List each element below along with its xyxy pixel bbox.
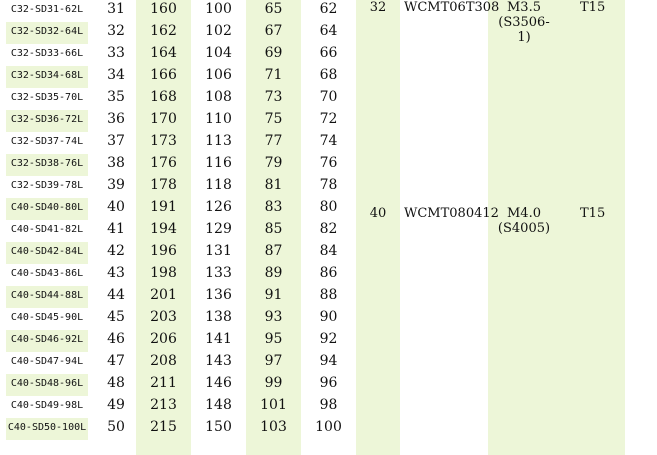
model-cell: C32-SD39-78L [10,180,84,191]
cell-l1: 110 [205,111,232,127]
table-row [0,308,657,330]
cell-l3: 90 [319,309,338,325]
table-row [0,286,657,308]
cell-l3: 64 [319,23,338,39]
shank-size-cell: 32 [369,0,387,15]
cell-d: 34 [107,67,125,83]
cell-d: 49 [107,397,125,413]
cell-l: 168 [150,89,177,105]
cell-l: 198 [150,265,177,281]
cell-l2: 97 [264,353,283,369]
table-row [0,418,657,440]
cell-l: 191 [150,199,177,215]
cell-l3: 68 [319,67,338,83]
cell-l1: 138 [205,309,232,325]
cell-d: 35 [107,89,125,105]
table-row [0,44,657,66]
table-row [0,110,657,132]
cell-l: 194 [150,221,177,237]
model-cell: C40-SD46-92L [6,330,88,352]
model-cell: C40-SD44-88L [6,286,88,308]
model-cell: C40-SD49-98L [10,400,84,411]
cell-l2: 95 [264,331,283,347]
cell-l3: 88 [319,287,338,303]
cell-l3: 78 [319,177,338,193]
shank-size-cell: 40 [369,206,387,221]
cell-l2: 73 [264,89,283,105]
table-row [0,264,657,286]
cell-d: 45 [107,309,125,325]
cell-l: 164 [150,45,177,61]
cell-l1: 143 [205,353,232,369]
cell-l3: 76 [319,155,338,171]
cell-d: 43 [107,265,125,281]
cell-l2: 101 [260,397,287,413]
cell-l3: 62 [319,1,338,17]
key-cell: T15 [580,206,606,221]
cell-l1: 141 [205,331,232,347]
cell-l: 160 [150,1,177,17]
table-row [0,242,657,264]
model-cell: C40-SD50-100L [6,418,88,440]
model-cell: C32-SD33-66L [10,48,84,59]
cell-d: 36 [107,111,125,127]
cell-l3: 82 [319,221,338,237]
cell-l3: 80 [319,199,338,215]
cell-l1: 146 [205,375,232,391]
table-row [0,330,657,352]
model-cell: C32-SD35-70L [10,92,84,103]
cell-l: 173 [150,133,177,149]
cell-d: 46 [107,331,125,347]
cell-l1: 150 [205,419,232,435]
model-cell: C32-SD38-76L [6,154,88,176]
cell-l3: 66 [319,45,338,61]
cell-l: 178 [150,177,177,193]
cell-l2: 87 [264,243,283,259]
cell-l1: 136 [205,287,232,303]
cell-l: 203 [150,309,177,325]
cell-l2: 89 [264,265,283,281]
model-cell: C40-SD42-84L [6,242,88,264]
cell-d: 42 [107,243,125,259]
cell-l2: 71 [264,67,283,83]
insert-code-cell: WCMT080412 [404,206,499,221]
cell-l1: 108 [205,89,232,105]
cell-l: 201 [150,287,177,303]
cell-l1: 113 [205,133,232,149]
table-row [0,396,657,418]
cell-l: 215 [150,419,177,435]
cell-l3: 84 [319,243,338,259]
cell-l2: 83 [264,199,283,215]
model-cell: C40-SD48-96L [6,374,88,396]
model-cell: C40-SD43-86L [10,268,84,279]
insert-code-cell: WCMT06T308 [404,0,500,15]
cell-d: 33 [107,45,125,61]
cell-d: 37 [107,133,125,149]
model-cell: C40-SD40-80L [6,198,88,220]
model-cell: C32-SD36-72L [6,110,88,132]
table-row [0,88,657,110]
cell-l: 170 [150,111,177,127]
cell-l: 211 [150,375,177,391]
cell-l3: 72 [319,111,338,127]
cell-l1: 100 [205,1,232,17]
cell-l2: 81 [264,177,283,193]
cell-l1: 129 [205,221,232,237]
cell-l3: 96 [319,375,338,391]
cell-l3: 94 [319,353,338,369]
cell-l3: 86 [319,265,338,281]
cell-d: 47 [107,353,125,369]
screw-spec-cell: M4.0 (S4005) [497,206,551,236]
cell-d: 40 [107,199,125,215]
cell-l2: 69 [264,45,283,61]
cell-l2: 85 [264,221,283,237]
model-cell: C32-SD34-68L [6,66,88,88]
cell-l2: 75 [264,111,283,127]
cell-d: 32 [107,23,125,39]
cell-l3: 74 [319,133,338,149]
cell-l1: 131 [205,243,232,259]
table-row [0,154,657,176]
model-cell: C32-SD32-64L [6,22,88,44]
cell-l2: 93 [264,309,283,325]
cell-l: 206 [150,331,177,347]
cell-l3: 100 [315,419,342,435]
table-row [0,176,657,198]
table-row [0,132,657,154]
cell-d: 41 [107,221,125,237]
cell-d: 44 [107,287,125,303]
model-cell: C40-SD47-94L [10,356,84,367]
cell-l1: 104 [205,45,232,61]
cell-d: 48 [107,375,125,391]
cell-l2: 77 [264,133,283,149]
cell-l2: 79 [264,155,283,171]
cell-l3: 70 [319,89,338,105]
cell-d: 31 [107,1,125,17]
model-cell: C32-SD31-62L [10,4,84,15]
cell-l2: 99 [264,375,283,391]
cell-l2: 67 [264,23,283,39]
key-cell: T15 [580,0,606,15]
cell-d: 39 [107,177,125,193]
cell-l1: 133 [205,265,232,281]
table-row [0,352,657,374]
cell-l2: 103 [260,419,287,435]
cell-l: 162 [150,23,177,39]
cell-l: 166 [150,67,177,83]
model-cell: C40-SD45-90L [10,312,84,323]
cell-l2: 91 [264,287,283,303]
cell-l1: 102 [205,23,232,39]
cell-l: 213 [150,397,177,413]
cell-l: 196 [150,243,177,259]
model-cell: C32-SD37-74L [10,136,84,147]
cell-l1: 106 [205,67,232,83]
cell-l1: 118 [205,177,232,193]
cell-l1: 126 [205,199,232,215]
screw-spec-cell: M3.5 (S3506- 1) [498,0,550,45]
cell-l3: 98 [319,397,338,413]
table-row [0,374,657,396]
cell-l: 208 [150,353,177,369]
cell-l1: 148 [205,397,232,413]
cell-l2: 65 [264,1,283,17]
cell-d: 38 [107,155,125,171]
cell-d: 50 [107,419,125,435]
table-row [0,66,657,88]
cell-l: 176 [150,155,177,171]
model-cell: C40-SD41-82L [10,224,84,235]
cell-l1: 116 [205,155,232,171]
cell-l3: 92 [319,331,338,347]
